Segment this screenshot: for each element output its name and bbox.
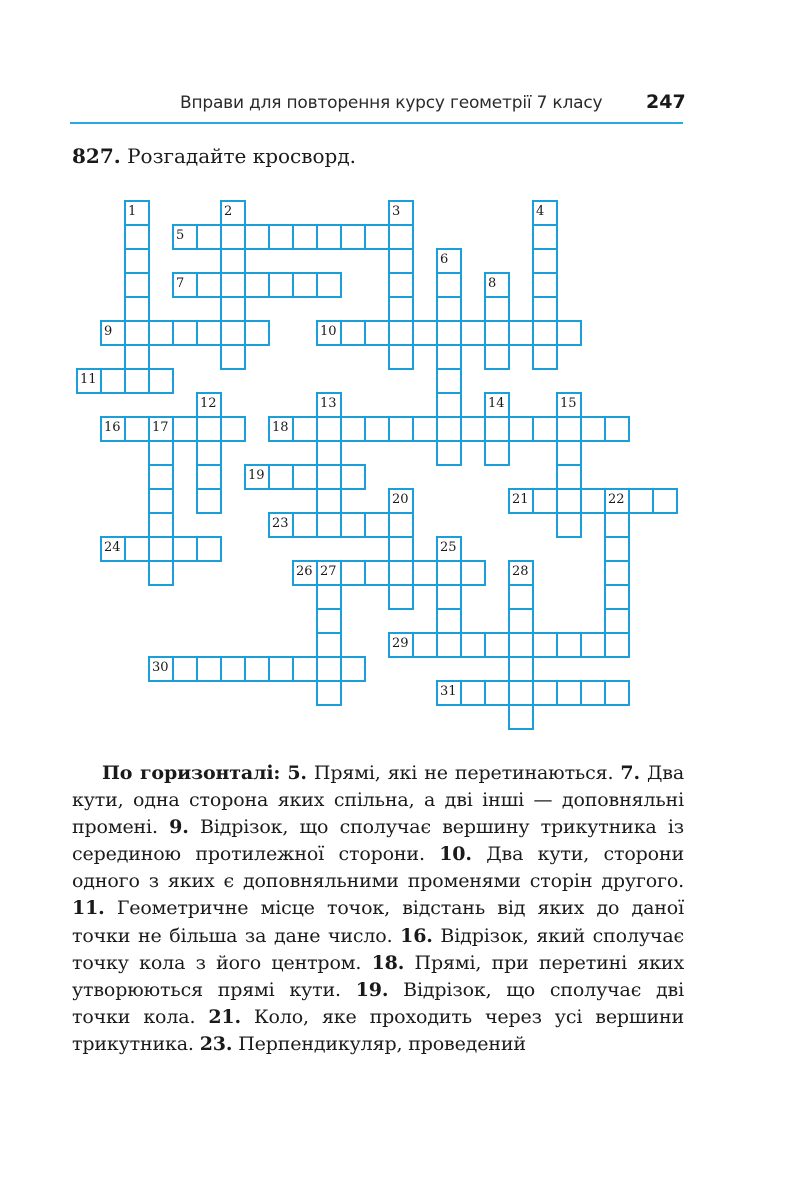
crossword-clue-number: 14 bbox=[488, 396, 505, 411]
crossword-cell bbox=[293, 417, 317, 441]
crossword-cell bbox=[653, 489, 677, 513]
crossword-cell bbox=[533, 417, 557, 441]
crossword-cell bbox=[365, 417, 389, 441]
crossword-cell bbox=[125, 417, 149, 441]
crossword-cell bbox=[317, 633, 341, 657]
crossword-cell bbox=[461, 321, 485, 345]
crossword-cell bbox=[365, 321, 389, 345]
crossword-cell bbox=[197, 537, 221, 561]
crossword-cell bbox=[125, 273, 149, 297]
crossword-cell bbox=[125, 249, 149, 273]
crossword-cell bbox=[341, 465, 365, 489]
crossword-cell bbox=[221, 657, 245, 681]
crossword-clue-number: 23 bbox=[272, 516, 289, 531]
clue-text: Відрізок, що сполучає вершину трикутника із серединою протилежної сторони. bbox=[72, 816, 685, 866]
crossword-cell bbox=[149, 465, 173, 489]
clue-text: Геометричне місце точок, відстань від яких до даної точки не більша за дане число. bbox=[72, 897, 684, 947]
clue-text: Два кути, одна сторона яких спільна, а дві інші — доповняльні промені. bbox=[72, 762, 685, 839]
crossword-cell bbox=[365, 513, 389, 537]
crossword-cell bbox=[149, 321, 173, 345]
clue-number: 23. bbox=[199, 1032, 233, 1055]
crossword-cell bbox=[125, 537, 149, 561]
crossword-cell bbox=[413, 321, 437, 345]
crossword-cell bbox=[581, 489, 605, 513]
crossword-cell bbox=[149, 369, 173, 393]
crossword-cell bbox=[485, 345, 509, 369]
crossword-cell bbox=[317, 441, 341, 465]
clue-number: 16. bbox=[400, 924, 433, 947]
crossword-cell bbox=[101, 369, 125, 393]
crossword-cell bbox=[341, 657, 365, 681]
crossword-cell bbox=[149, 489, 173, 513]
crossword-cell bbox=[389, 249, 413, 273]
crossword-cell bbox=[269, 657, 293, 681]
crossword-cell bbox=[437, 609, 461, 633]
clue-number: 7. bbox=[620, 762, 640, 784]
crossword-cell bbox=[461, 633, 485, 657]
crossword-cell bbox=[533, 489, 557, 513]
clues-heading: По горизонталі: bbox=[102, 762, 281, 784]
clue-number: 5. bbox=[287, 762, 307, 784]
crossword-cell bbox=[437, 297, 461, 321]
crossword-cell bbox=[437, 633, 461, 657]
crossword-cell bbox=[557, 465, 581, 489]
crossword-cell bbox=[245, 225, 269, 249]
clue-number: 19. bbox=[355, 978, 389, 1001]
crossword-cell bbox=[581, 681, 605, 705]
crossword-clue-number: 7 bbox=[176, 276, 185, 291]
crossword-clue-number: 24 bbox=[104, 540, 121, 555]
crossword-cell bbox=[533, 345, 557, 369]
crossword-clue-number: 21 bbox=[512, 492, 529, 507]
crossword-cell bbox=[149, 537, 173, 561]
crossword-cell bbox=[461, 417, 485, 441]
crossword-cell bbox=[509, 585, 533, 609]
crossword-cell bbox=[197, 273, 221, 297]
crossword-cell bbox=[173, 537, 197, 561]
crossword-cell bbox=[605, 513, 629, 537]
crossword-cell bbox=[437, 585, 461, 609]
crossword-clue-number: 12 bbox=[200, 396, 217, 411]
crossword-cell bbox=[389, 345, 413, 369]
crossword-cell bbox=[437, 321, 461, 345]
crossword-cell bbox=[437, 561, 461, 585]
crossword-cell bbox=[341, 513, 365, 537]
crossword-cell bbox=[125, 321, 149, 345]
task-text: Розгадайте кросворд. bbox=[127, 144, 357, 168]
crossword-cell bbox=[413, 633, 437, 657]
crossword-clue-number: 3 bbox=[392, 204, 401, 219]
crossword-cell bbox=[533, 273, 557, 297]
clue-text: Прямі, які не перетинаються. bbox=[306, 762, 614, 784]
crossword-cell bbox=[245, 273, 269, 297]
crossword-clue-number: 31 bbox=[440, 684, 457, 699]
crossword-cell bbox=[605, 537, 629, 561]
crossword-clue-number: 1 bbox=[128, 204, 137, 219]
crossword-cell bbox=[341, 417, 365, 441]
crossword-cell bbox=[293, 513, 317, 537]
crossword-cell bbox=[341, 225, 365, 249]
crossword-cell bbox=[437, 417, 461, 441]
crossword-clue-number: 26 bbox=[296, 564, 313, 579]
crossword-cell bbox=[365, 561, 389, 585]
crossword-cell bbox=[437, 441, 461, 465]
crossword-cell bbox=[581, 417, 605, 441]
crossword-cell bbox=[293, 657, 317, 681]
clue-text: Відрізок, що сполучає дві точки кола. bbox=[72, 978, 685, 1028]
crossword-cell bbox=[605, 633, 629, 657]
crossword-cell bbox=[461, 681, 485, 705]
crossword-cell bbox=[533, 249, 557, 273]
crossword-clue-number: 19 bbox=[248, 468, 265, 483]
clue-text: Прямі, при перетині яких утворюються прямі кути. bbox=[72, 951, 685, 1001]
clue-number: 10. bbox=[439, 843, 472, 866]
crossword-cell bbox=[221, 417, 245, 441]
crossword-clue-number: 18 bbox=[272, 420, 289, 435]
crossword-cell bbox=[389, 297, 413, 321]
crossword-cell bbox=[485, 633, 509, 657]
crossword-cell bbox=[509, 609, 533, 633]
clue-text: Відрізок, який сполучає точку кола з його центром. bbox=[72, 924, 685, 974]
crossword-cell bbox=[125, 345, 149, 369]
crossword-cell bbox=[413, 417, 437, 441]
crossword-cell bbox=[509, 321, 533, 345]
crossword-cell bbox=[557, 489, 581, 513]
crossword-clue-number: 11 bbox=[80, 372, 97, 387]
task-number: 827. bbox=[72, 144, 121, 168]
crossword-cell bbox=[533, 225, 557, 249]
crossword-cell bbox=[173, 657, 197, 681]
crossword-cell bbox=[173, 321, 197, 345]
crossword-cell bbox=[269, 225, 293, 249]
crossword-cell bbox=[293, 225, 317, 249]
crossword-cell bbox=[221, 225, 245, 249]
crossword-cell bbox=[605, 561, 629, 585]
crossword-cell bbox=[557, 417, 581, 441]
crossword-cell bbox=[605, 585, 629, 609]
crossword-cell bbox=[533, 297, 557, 321]
crossword-clue-number: 6 bbox=[440, 252, 449, 267]
crossword-cell bbox=[173, 417, 197, 441]
clue-text: Перпендикуляр, проведений bbox=[232, 1032, 526, 1055]
crossword-cell bbox=[533, 681, 557, 705]
page-number: 247 bbox=[646, 91, 686, 113]
crossword-cell bbox=[389, 417, 413, 441]
crossword-cell bbox=[389, 321, 413, 345]
crossword-cell bbox=[197, 417, 221, 441]
crossword-clue-number: 22 bbox=[608, 492, 625, 507]
crossword-cell bbox=[197, 657, 221, 681]
crossword-clue-number: 17 bbox=[152, 420, 169, 435]
crossword-cell bbox=[125, 297, 149, 321]
crossword-cell bbox=[197, 321, 221, 345]
crossword-cell bbox=[437, 345, 461, 369]
crossword-cell bbox=[317, 225, 341, 249]
crossword-cell bbox=[413, 561, 437, 585]
crossword-cell bbox=[221, 321, 245, 345]
crossword-clue-number: 10 bbox=[320, 324, 337, 339]
crossword-clue-number: 8 bbox=[488, 276, 497, 291]
crossword-cell bbox=[605, 609, 629, 633]
crossword-clue-number: 27 bbox=[320, 564, 337, 579]
crossword-cell bbox=[221, 273, 245, 297]
crossword-cell bbox=[389, 561, 413, 585]
crossword-clue-number: 25 bbox=[440, 540, 457, 555]
clue-number: 18. bbox=[371, 951, 405, 974]
crossword-clue-number: 5 bbox=[176, 228, 185, 243]
clue-list bbox=[72, 762, 684, 1055]
crossword-cell bbox=[149, 561, 173, 585]
crossword-cell bbox=[269, 465, 293, 489]
crossword-cell bbox=[533, 321, 557, 345]
crossword-clue-number: 29 bbox=[392, 636, 409, 651]
crossword-cell bbox=[293, 465, 317, 489]
clue-number: 11. bbox=[72, 897, 105, 920]
crossword-cell bbox=[149, 513, 173, 537]
crossword-cell bbox=[293, 273, 317, 297]
crossword-cell bbox=[317, 273, 341, 297]
crossword-cell bbox=[437, 393, 461, 417]
crossword-cell bbox=[509, 705, 533, 729]
crossword-cell bbox=[149, 441, 173, 465]
crossword-cell bbox=[389, 585, 413, 609]
crossword-cell bbox=[605, 417, 629, 441]
clue-text: Два кути, сторони одного з яких є доповняльними променями сторін другого. bbox=[72, 843, 684, 893]
clue-number: 21. bbox=[208, 1005, 241, 1028]
crossword-clue-number: 9 bbox=[104, 324, 113, 339]
crossword-cell bbox=[485, 321, 509, 345]
crossword-cell bbox=[317, 681, 341, 705]
crossword-cell bbox=[197, 465, 221, 489]
crossword-cell bbox=[221, 297, 245, 321]
crossword-cell bbox=[269, 273, 293, 297]
crossword-cell bbox=[389, 513, 413, 537]
crossword-cell bbox=[509, 681, 533, 705]
crossword-cell bbox=[125, 369, 149, 393]
crossword-cell bbox=[557, 633, 581, 657]
crossword-cell bbox=[317, 513, 341, 537]
crossword-cell bbox=[509, 633, 533, 657]
crossword-cell bbox=[461, 561, 485, 585]
crossword-cell bbox=[341, 321, 365, 345]
crossword-clue-number: 28 bbox=[512, 564, 529, 579]
crossword-cell bbox=[485, 441, 509, 465]
crossword-clue-number: 15 bbox=[560, 396, 577, 411]
crossword-cell bbox=[125, 225, 149, 249]
crossword-cell bbox=[341, 561, 365, 585]
crossword-cell bbox=[365, 225, 389, 249]
crossword-cell bbox=[509, 417, 533, 441]
crossword-cell bbox=[557, 681, 581, 705]
crossword-cell bbox=[485, 417, 509, 441]
crossword-cell bbox=[485, 681, 509, 705]
clues-paragraph bbox=[72, 760, 684, 1058]
crossword-cell bbox=[557, 321, 581, 345]
crossword-cell bbox=[605, 681, 629, 705]
running-header-title: Вправи для повторення курсу геометрії 7 класу bbox=[180, 93, 603, 113]
crossword-clue-number: 2 bbox=[224, 204, 233, 219]
clue-number: 9. bbox=[169, 816, 189, 839]
crossword-cell bbox=[245, 657, 269, 681]
crossword-cell bbox=[437, 369, 461, 393]
crossword-cell bbox=[629, 489, 653, 513]
crossword-cell bbox=[485, 297, 509, 321]
crossword-cell bbox=[317, 465, 341, 489]
crossword-cell bbox=[197, 225, 221, 249]
crossword-clue-number: 30 bbox=[152, 660, 169, 675]
crossword-cell bbox=[389, 225, 413, 249]
crossword-cell bbox=[197, 489, 221, 513]
crossword-cell bbox=[389, 537, 413, 561]
crossword-clue-number: 13 bbox=[320, 396, 337, 411]
crossword-cell bbox=[317, 585, 341, 609]
crossword-cell bbox=[317, 657, 341, 681]
crossword-cell bbox=[557, 513, 581, 537]
crossword-cell bbox=[317, 489, 341, 513]
crossword-cell bbox=[245, 321, 269, 345]
crossword-cell bbox=[533, 633, 557, 657]
crossword-clue-number: 16 bbox=[104, 420, 121, 435]
crossword-clue-number: 4 bbox=[536, 204, 545, 219]
crossword-cell bbox=[581, 633, 605, 657]
crossword-cell bbox=[197, 441, 221, 465]
crossword-cell bbox=[221, 249, 245, 273]
crossword-cell bbox=[221, 345, 245, 369]
crossword-cell bbox=[317, 609, 341, 633]
crossword-clue-number: 20 bbox=[392, 492, 409, 507]
clue-text: Коло, яке проходить через усі вершини трикутника. bbox=[72, 1005, 684, 1055]
crossword-cell bbox=[557, 441, 581, 465]
crossword-cell bbox=[389, 273, 413, 297]
crossword-cell bbox=[509, 657, 533, 681]
crossword-cell bbox=[317, 417, 341, 441]
crossword-cell bbox=[437, 273, 461, 297]
